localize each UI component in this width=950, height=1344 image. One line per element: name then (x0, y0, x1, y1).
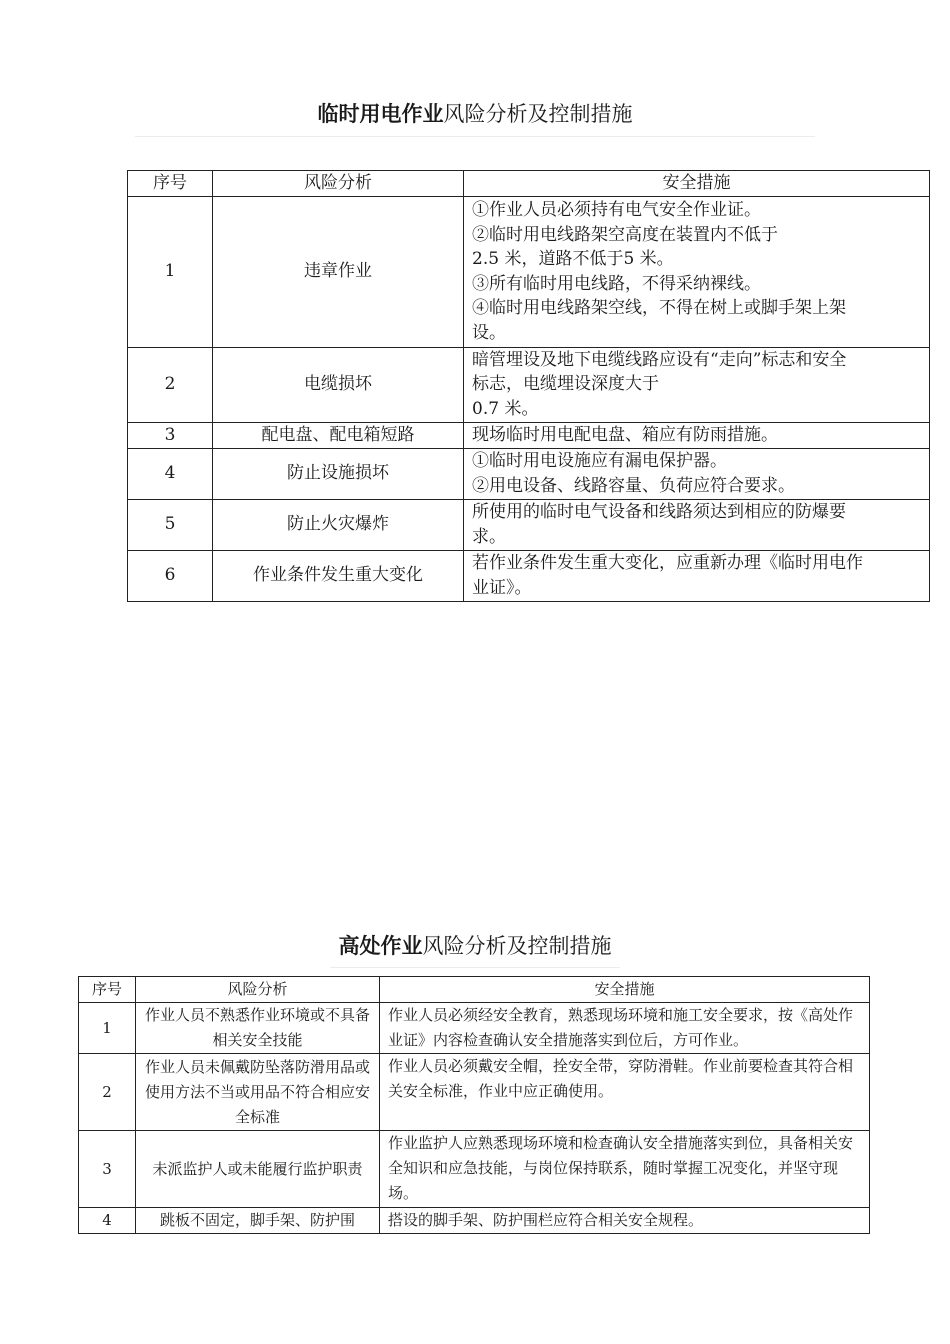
table-row (79, 1208, 870, 1234)
table-row (128, 422, 930, 448)
section1-divider (135, 136, 815, 137)
section1-title-bold: 临时用电作业 (317, 102, 444, 126)
row-measure: 作业监护人应熟悉现场环境和检查确认安全措施落实到位，具备相关安全知识和应急技能，与岗位保持联系，随时掌握工况变化，并坚守现场。 (380, 1131, 870, 1208)
table-row (128, 448, 930, 499)
row-measure: ①作业人员必须持有电气安全作业证。 ②临时用电线路架空高度在装置内不低于 2.5 米，道路不低于5 米。 ③所有临时用电线路，不得采纳裸线。 ④临时用电线路架空线，不得在树上或脚手架上架 设。 (464, 196, 930, 347)
header-no: 序号 (79, 977, 136, 1003)
row-risk: 未派监护人或未能履行监护职责 (136, 1131, 380, 1208)
row-risk: 作业人员未佩戴防坠落防滑用品或使用方法不当或用品不符合相应安全标准 (136, 1054, 380, 1131)
row-risk: 作业条件发生重大变化 (213, 550, 464, 601)
row-measure: 所使用的临时电气设备和线路须达到相应的防爆要 求。 (464, 499, 930, 550)
header-risk: 风险分析 (213, 171, 464, 197)
row-risk: 跳板不固定，脚手架、防护围 (136, 1208, 380, 1234)
row-risk: 防止设施损坏 (213, 448, 464, 499)
row-measure: 暗管埋设及地下电缆线路应设有“走向”标志和安全 标志，电缆埋设深度大于 0.7 米。 (464, 347, 930, 422)
section2-title (0, 930, 950, 960)
row-no: 3 (79, 1131, 136, 1208)
header-risk: 风险分析 (136, 977, 380, 1003)
height-work-risk-table (78, 976, 870, 1234)
table-header-row (79, 977, 870, 1003)
section2-title-rest: 风险分析及控制措施 (422, 934, 612, 958)
row-measure: 现场临时用电配电盘、箱应有防雨措施。 (464, 422, 930, 448)
row-no: 4 (79, 1208, 136, 1234)
section1-title (0, 98, 950, 128)
electrical-risk-table (127, 170, 930, 602)
row-no: 4 (128, 448, 213, 499)
row-risk: 防止火灾爆炸 (213, 499, 464, 550)
table-row (79, 1131, 870, 1208)
row-no: 1 (128, 196, 213, 347)
header-measure: 安全措施 (380, 977, 870, 1003)
row-measure: 作业人员必须戴安全帽，拴安全带，穿防滑鞋。作业前要检查其符合相关安全标准，作业中应正确使用。 (380, 1054, 870, 1131)
table-row (128, 347, 930, 422)
section2-divider (330, 967, 620, 968)
row-measure: 搭设的脚手架、防护围栏应符合相关安全规程。 (380, 1208, 870, 1234)
section1-title-rest: 风险分析及控制措施 (443, 102, 633, 126)
table-row (128, 550, 930, 601)
header-measure: 安全措施 (464, 171, 930, 197)
row-no: 5 (128, 499, 213, 550)
table-header-row (128, 171, 930, 197)
row-measure: 作业人员必须经安全教育，熟悉现场环境和施工安全要求，按《高处作业证》内容检查确认安全措施落实到位后，方可作业。 (380, 1003, 870, 1054)
table-row (79, 1054, 870, 1131)
row-no: 2 (128, 347, 213, 422)
row-risk: 作业人员不熟悉作业环境或不具备相关安全技能 (136, 1003, 380, 1054)
row-no: 1 (79, 1003, 136, 1054)
row-no: 3 (128, 422, 213, 448)
table-row (79, 1003, 870, 1054)
row-measure: 若作业条件发生重大变化，应重新办理《临时用电作 业证》。 (464, 550, 930, 601)
row-risk: 配电盘、配电箱短路 (213, 422, 464, 448)
row-measure: ①临时用电设施应有漏电保护器。 ②用电设备、线路容量、负荷应符合要求。 (464, 448, 930, 499)
table-row (128, 499, 930, 550)
row-risk: 违章作业 (213, 196, 464, 347)
row-no: 6 (128, 550, 213, 601)
section2-title-bold: 高处作业 (338, 934, 423, 958)
row-risk: 电缆损坏 (213, 347, 464, 422)
table-row (128, 196, 930, 347)
row-no: 2 (79, 1054, 136, 1131)
header-no: 序号 (128, 171, 213, 197)
